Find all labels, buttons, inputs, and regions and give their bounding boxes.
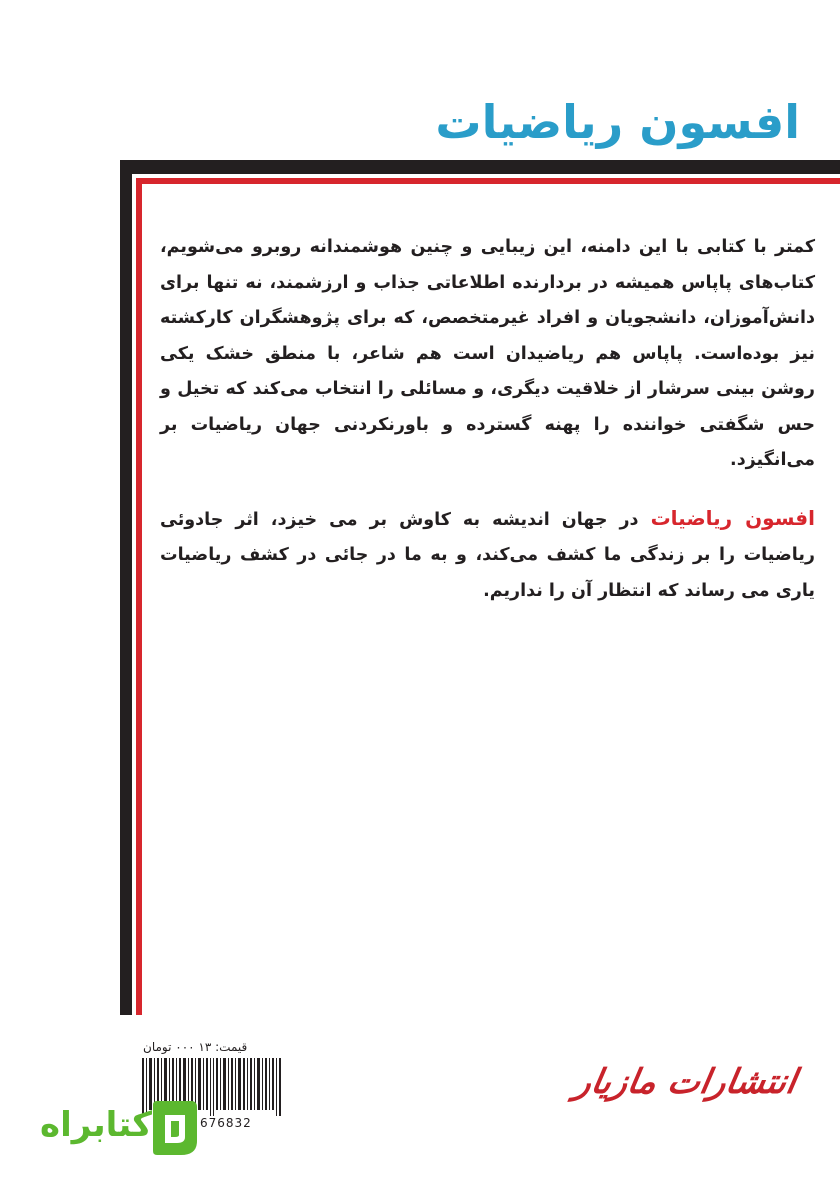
- barcode-digits: 676832: [200, 1116, 252, 1130]
- frame-top-red-line: [136, 178, 840, 184]
- frame-left-red-line: [136, 178, 142, 1015]
- ketabrah-logo-icon: [143, 1097, 205, 1159]
- summary-text: در جهان اندیشه به کاوش بر می خیزد، اثر جادوئی ریاضیات را بر زندگی ما کشف می‌کند، و به ما در جائی در کشف ریاضیات یاری می رساند که انتظار آن را نداریم.: [160, 509, 815, 601]
- book-title: افسون ریاضیات: [435, 95, 800, 149]
- back-cover-text: [160, 230, 815, 609]
- description-paragraph: کمتر با کتابی با این دامنه، این زیبایی و چنین هوشمندانه روبرو می‌شویم، کتاب‌های پاپاس همیشه در بردارنده اطلاعاتی جذاب و ارزشمند، نه تنها برای دانش‌آموزان، دانشجویان و افراد غیرمتخصص، که برای پژوهشگران کارکشته نیز بوده‌است. پاپاس هم ریاضیدان است هم شاعر، با منطق خشک یکی روشن بینی سرشار از خلاقیت دیگری، و مسائلی را انتخاب می‌کند که تخیل و حس شگفتی خواننده را پهنه گسترده و باورنکردنی جهان ریاضیات بر می‌انگیزد.: [160, 237, 815, 470]
- publisher-logo: انتشارات مازیار: [571, 1062, 800, 1102]
- price-label: قیمت: ۱۳ ۰۰۰ تومان: [143, 1040, 248, 1054]
- frame-top-black-line: [120, 160, 840, 174]
- frame-left-black-line: [120, 160, 132, 1015]
- summary-paragraph: [160, 501, 815, 610]
- ketabrah-watermark: کتابراه: [40, 1105, 153, 1145]
- title-highlight: افسون ریاضیات: [650, 505, 815, 530]
